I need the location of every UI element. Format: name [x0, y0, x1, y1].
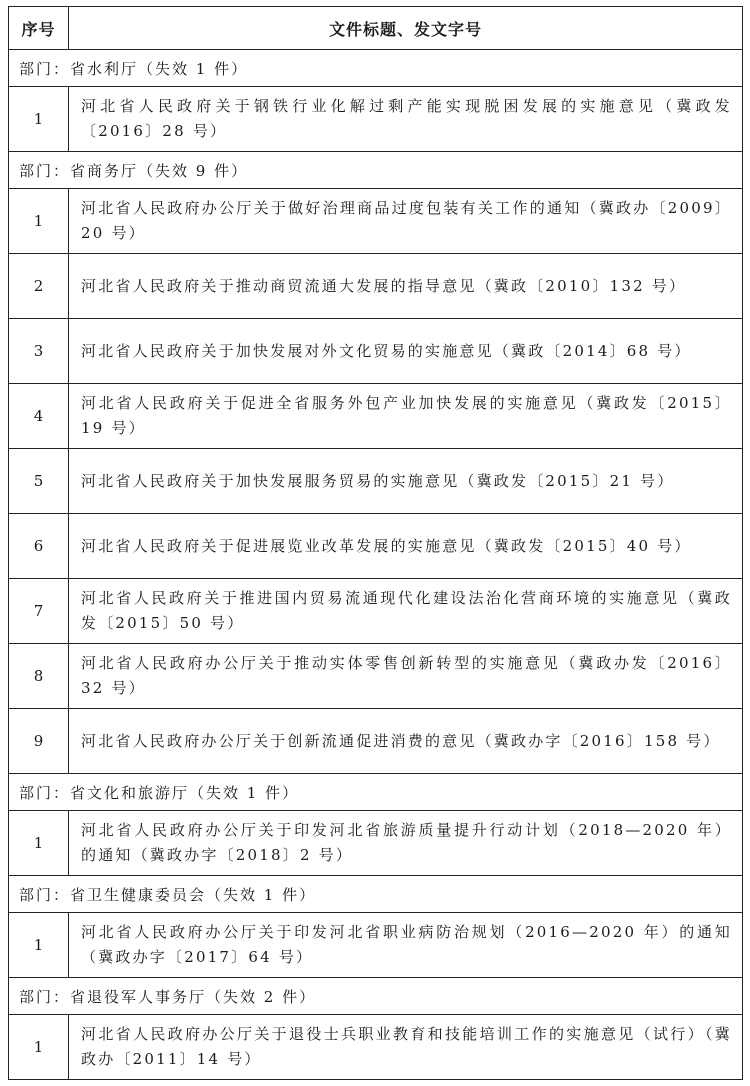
serial-number: 5	[9, 449, 69, 514]
document-title: 河北省人民政府办公厅关于印发河北省旅游质量提升行动计划（2018—2020 年）的通知（冀政办字〔2018〕2 号）	[69, 811, 743, 876]
department-row	[9, 876, 743, 913]
serial-number: 6	[9, 514, 69, 579]
document-row	[9, 709, 743, 774]
document-title: 河北省人民政府关于推进国内贸易流通现代化建设法治化营商环境的实施意见（冀政发〔2015〕50 号）	[69, 579, 743, 644]
document-title: 河北省人民政府关于促进展览业改革发展的实施意见（冀政发〔2015〕40 号）	[69, 514, 743, 579]
document-row	[9, 644, 743, 709]
header-serial-number: 序号	[9, 7, 69, 50]
document-title: 河北省人民政府办公厅关于退役士兵职业教育和技能培训工作的实施意见（试行）（冀政办〔2011〕14 号）	[69, 1015, 743, 1080]
document-title: 河北省人民政府办公厅关于推动实体零售创新转型的实施意见（冀政办发〔2016〕32 号）	[69, 644, 743, 709]
serial-number: 2	[9, 254, 69, 319]
document-row	[9, 254, 743, 319]
document-row	[9, 87, 743, 152]
serial-number: 3	[9, 319, 69, 384]
document-row	[9, 319, 743, 384]
document-title: 河北省人民政府关于加快发展服务贸易的实施意见（冀政发〔2015〕21 号）	[69, 449, 743, 514]
repealed-documents-table	[8, 6, 743, 1080]
document-row	[9, 189, 743, 254]
document-title: 河北省人民政府关于促进全省服务外包产业加快发展的实施意见（冀政发〔2015〕19 号）	[69, 384, 743, 449]
document-title: 河北省人民政府办公厅关于印发河北省职业病防治规划（2016—2020 年）的通知（冀政办字〔2017〕64 号）	[69, 913, 743, 978]
document-row	[9, 913, 743, 978]
document-title: 河北省人民政府关于推动商贸流通大发展的指导意见（冀政〔2010〕132 号）	[69, 254, 743, 319]
serial-number: 8	[9, 644, 69, 709]
serial-number: 9	[9, 709, 69, 774]
header-document-title: 文件标题、发文字号	[69, 7, 743, 50]
document-title: 河北省人民政府办公厅关于做好治理商品过度包装有关工作的通知（冀政办〔2009〕20 号）	[69, 189, 743, 254]
document-title: 河北省人民政府关于钢铁行业化解过剩产能实现脱困发展的实施意见（冀政发〔2016〕28 号）	[69, 87, 743, 152]
serial-number: 1	[9, 811, 69, 876]
serial-number: 1	[9, 1015, 69, 1080]
document-row	[9, 811, 743, 876]
department-row	[9, 152, 743, 189]
document-row	[9, 514, 743, 579]
serial-number: 1	[9, 189, 69, 254]
department-label: 部门：省文化和旅游厅（失效 1 件）	[9, 774, 743, 811]
document-row	[9, 579, 743, 644]
department-label: 部门：省卫生健康委员会（失效 1 件）	[9, 876, 743, 913]
department-label: 部门：省水利厅（失效 1 件）	[9, 50, 743, 87]
department-label: 部门：省商务厅（失效 9 件）	[9, 152, 743, 189]
document-row	[9, 449, 743, 514]
department-label: 部门：省退役军人事务厅（失效 2 件）	[9, 978, 743, 1015]
serial-number: 1	[9, 913, 69, 978]
document-row	[9, 384, 743, 449]
serial-number: 4	[9, 384, 69, 449]
document-page	[8, 6, 742, 1080]
department-row	[9, 774, 743, 811]
serial-number: 1	[9, 87, 69, 152]
department-row	[9, 50, 743, 87]
department-row	[9, 978, 743, 1015]
table-header-row	[9, 7, 743, 50]
table-body	[9, 50, 743, 1080]
document-row	[9, 1015, 743, 1080]
document-title: 河北省人民政府办公厅关于创新流通促进消费的意见（冀政办字〔2016〕158 号）	[69, 709, 743, 774]
document-title: 河北省人民政府关于加快发展对外文化贸易的实施意见（冀政〔2014〕68 号）	[69, 319, 743, 384]
serial-number: 7	[9, 579, 69, 644]
